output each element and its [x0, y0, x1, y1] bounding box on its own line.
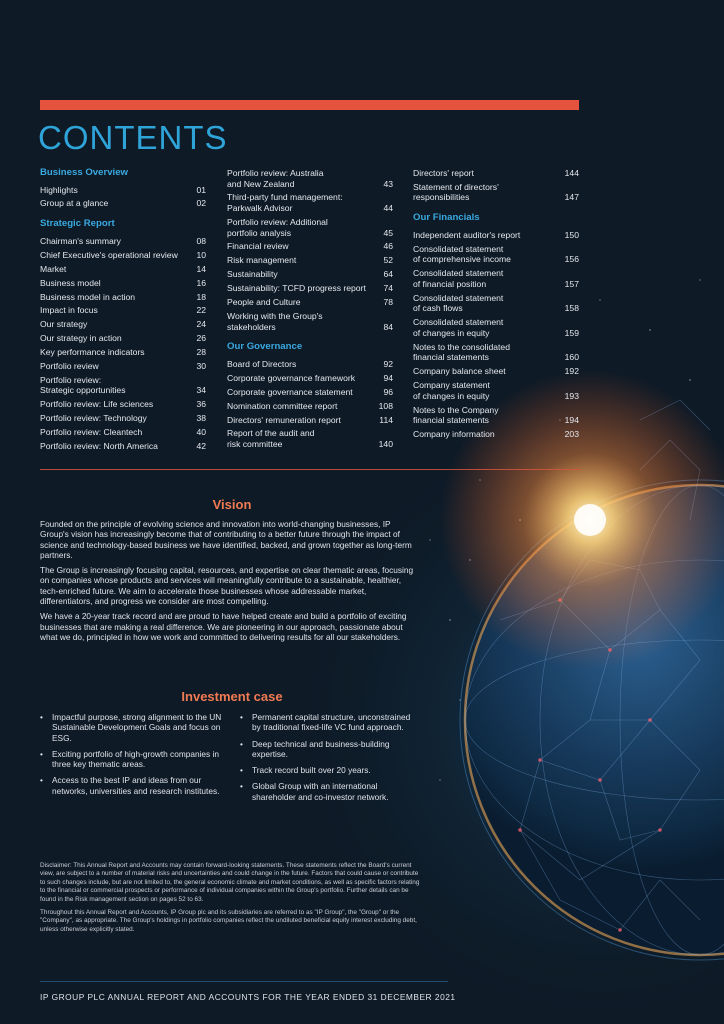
- toc-entry-page: 96: [383, 386, 393, 397]
- toc-entry-label: Financial review: [227, 241, 289, 252]
- toc-section-heading: Business Overview: [40, 167, 128, 178]
- investment-bullet: • Exciting portfolio of high-growth companies in three key thematic areas.: [40, 749, 222, 770]
- toc-entry-page: 147: [564, 192, 579, 203]
- toc-entry-label: Portfolio review: Cleantech: [40, 427, 143, 438]
- toc-column-2: [227, 168, 393, 453]
- toc-entry-page: 08: [196, 235, 206, 246]
- toc-entry-label: Our strategy in action: [40, 333, 122, 344]
- toc-entry-label: Consolidated statement of financial position: [413, 268, 504, 289]
- toc-entry-page: 84: [383, 321, 393, 332]
- toc-entry-label: Group at a glance: [40, 198, 109, 209]
- toc-entry[interactable]: [40, 399, 206, 410]
- toc-entry-label: Portfolio review: Strategic opportunities: [40, 374, 126, 396]
- toc-entry-page: 194: [564, 415, 579, 426]
- investment-case-right: [240, 712, 412, 808]
- toc-entry-label: Notes to the consolidated financial statements: [413, 341, 510, 363]
- toc-entry[interactable]: [40, 236, 206, 247]
- toc-entry-label: Impact in focus: [40, 305, 98, 316]
- toc-entry[interactable]: [413, 168, 579, 179]
- toc-entry-label: Business model in action: [40, 291, 136, 302]
- investment-bullet: • Global Group with an international shareholder and co-investor network.: [240, 781, 412, 802]
- investment-bullet: • Track record built over 20 years.: [240, 765, 412, 775]
- toc-entry-label: Key performance indicators: [40, 347, 145, 358]
- investment-case-heading: Investment case: [181, 689, 283, 704]
- toc-entry[interactable]: [40, 292, 206, 303]
- toc-entry-label: Nomination committee report: [227, 400, 338, 411]
- toc-entry-label: Our strategy: [40, 319, 88, 330]
- toc-entry[interactable]: [413, 366, 579, 377]
- toc-entry-page: 157: [564, 278, 579, 289]
- toc-entry[interactable]: [227, 192, 393, 213]
- investment-bullet: • Permanent capital structure, unconstrained by traditional fixed-life VC fund approach.: [240, 712, 412, 733]
- toc-entry-label: Chief Executive's operational review: [40, 249, 178, 260]
- toc-entry[interactable]: [413, 405, 579, 426]
- toc-entry[interactable]: [40, 375, 206, 396]
- toc-entry[interactable]: [227, 297, 393, 308]
- toc-entry-page: 64: [383, 269, 393, 280]
- toc-entry-label: Corporate governance statement: [227, 386, 353, 397]
- toc-entry-page: 140: [378, 439, 393, 450]
- toc-entry-page: 40: [196, 427, 206, 438]
- toc-entry[interactable]: [40, 198, 206, 209]
- toc-entry-label: Business model: [40, 277, 101, 288]
- toc-entry-label: Independent auditor's report: [413, 229, 521, 240]
- toc-entry-page: 34: [196, 385, 206, 396]
- toc-entry-label: Notes to the Company financial statements: [413, 404, 499, 426]
- disclaimer-paragraph: Disclaimer: This Annual Report and Accounts may contain forward-looking statements. These statements reflect the Board's current view, are subject to a number of material risks and uncertainties and could change in the future. Factors that could cause or contribute to such changes include, but are not limited to, the general economic climate and market conditions, as well as specific factors relating to the financial or commercial prospects or performance of individual companies within the Group's portfolio. Further details can be found in the Risk management section on pages 52 to 63.: [40, 862, 420, 903]
- toc-entry-label: Sustainability: TCFD progress report: [227, 283, 366, 294]
- toc-entry[interactable]: [413, 429, 579, 440]
- toc-entry-label: Consolidated statement of cash flows: [413, 292, 504, 314]
- toc-entry-page: 92: [383, 358, 393, 369]
- vision-paragraph: We have a 20-year track record and are proud to have helped create and build a portfolio of exciting businesses that are making a real difference. We are pioneering in our approach, passionate about what we do, principled in how we work and committed to delivering results for all our stakeholders.: [40, 611, 407, 642]
- toc-entry-label: Corporate governance framework: [227, 372, 356, 383]
- toc-entry[interactable]: [227, 359, 393, 370]
- toc-entry-label: Portfolio review: Australia and New Zealand: [227, 168, 324, 189]
- toc-entry-page: 30: [196, 360, 206, 371]
- toc-entry-label: Working with the Group's stakeholders: [227, 310, 323, 332]
- toc-entry[interactable]: [40, 185, 206, 196]
- investment-bullet: • Impactful purpose, strong alignment to the UN Sustainable Development Goals and focus on ESG.: [40, 712, 222, 743]
- toc-entry-label: Risk management: [227, 255, 297, 266]
- toc-entry[interactable]: [40, 427, 206, 438]
- toc-entry-label: Portfolio review: North America: [40, 441, 158, 452]
- toc-entry-label: Portfolio review: Technology: [40, 413, 147, 424]
- toc-entry-page: 26: [196, 333, 206, 344]
- toc-entry[interactable]: [227, 428, 393, 449]
- toc-entry-page: 114: [379, 414, 393, 425]
- toc-entry-label: People and Culture: [227, 297, 301, 308]
- toc-entry-page: 24: [196, 319, 206, 330]
- toc-entry[interactable]: [227, 311, 393, 332]
- toc-entry[interactable]: [227, 217, 393, 238]
- toc-entry-label: Third-party fund management: Parkwalk Advisor: [227, 192, 343, 214]
- toc-entry[interactable]: [40, 319, 206, 330]
- toc-entry-label: Board of Directors: [227, 358, 297, 369]
- toc-entry-page: 156: [564, 254, 579, 265]
- toc-entry-label: Report of the audit and risk committee: [227, 428, 315, 450]
- toc-entry-label: Company information: [413, 429, 495, 440]
- toc-entry[interactable]: [413, 342, 579, 363]
- investment-case-left: [40, 712, 222, 802]
- toc-entry[interactable]: [413, 380, 579, 401]
- disclaimer-paragraph: Throughout this Annual Report and Accounts, IP Group plc and its subsidiaries are referred to as "IP Group", the "Group" or the "Company", as appropriate. The Group's holdings in portfolio companies reflect the undiluted beneficial equity interest excluding debt, unless otherwise explicitly stated.: [40, 909, 417, 933]
- toc-section-heading: Strategic Report: [40, 218, 115, 230]
- toc-entry-label: Portfolio review: Life sciences: [40, 399, 154, 410]
- toc-entry-label: Company balance sheet: [413, 366, 506, 377]
- toc-entry[interactable]: [40, 347, 206, 358]
- toc-entry-label: Directors' report: [413, 168, 474, 178]
- toc-entry-label: Statement of directors' responsibilities: [413, 181, 499, 203]
- toc-entry[interactable]: [227, 168, 393, 189]
- toc-entry-page: 43: [383, 178, 393, 189]
- top-accent-bar: [40, 100, 579, 110]
- investment-bullet: • Access to the best IP and ideas from our networks, universities and research institutes.: [40, 775, 222, 796]
- toc-entry-page: 36: [196, 399, 206, 410]
- toc-entry[interactable]: [413, 268, 579, 289]
- toc-entry-page: 02: [196, 198, 206, 209]
- toc-entry-page: 150: [564, 229, 579, 240]
- toc-entry-page: 01: [196, 184, 206, 195]
- toc-entry[interactable]: [413, 317, 579, 338]
- investment-bullet: • Deep technical and business-building expertise.: [240, 739, 412, 760]
- toc-entry[interactable]: [227, 387, 393, 398]
- toc-section-heading: Our Governance: [227, 341, 303, 353]
- toc-entry[interactable]: [40, 305, 206, 316]
- toc-entry-page: 46: [383, 241, 393, 252]
- toc-entry[interactable]: [227, 269, 393, 280]
- toc-column-1: [40, 168, 206, 455]
- toc-entry-page: 16: [196, 277, 206, 288]
- toc-entry[interactable]: [40, 264, 206, 275]
- page-title: CONTENTS: [38, 119, 228, 156]
- toc-entry-page: 14: [196, 263, 206, 274]
- toc-entry-label: Highlights: [40, 184, 78, 195]
- toc-entry[interactable]: [40, 250, 206, 261]
- toc-entry-page: 38: [196, 413, 206, 424]
- toc-column-3: [413, 168, 579, 443]
- toc-section-heading: Our Financials: [413, 212, 480, 224]
- toc-entry-label: Company statement of changes in equity: [413, 380, 490, 401]
- toc-entry[interactable]: [227, 283, 393, 294]
- toc-entry-label: Portfolio review: [40, 360, 99, 371]
- toc-entry-page: 108: [378, 400, 393, 411]
- toc-entry[interactable]: [40, 413, 206, 424]
- toc-entry[interactable]: [227, 373, 393, 384]
- toc-entry[interactable]: [413, 293, 579, 314]
- toc-entry-page: 10: [196, 249, 206, 260]
- toc-entry-page: 22: [196, 305, 206, 316]
- disclaimer: [40, 862, 424, 939]
- toc-entry-page: 203: [564, 429, 579, 440]
- toc-entry[interactable]: [40, 441, 206, 452]
- vision-paragraph: Founded on the principle of evolving science and innovation into world-changing businesses, IP Group's vision has increasingly become that of contributing to a better future through the impact of science and technology-based business we have identified, backed, and grown together as long-term partners.: [40, 519, 412, 560]
- toc-entry-page: 44: [383, 203, 393, 214]
- toc-entry-label: Sustainability: [227, 269, 278, 280]
- toc-entry-page: 74: [383, 283, 393, 294]
- vision-paragraph: The Group is increasingly focusing capital, resources, and expertise on clear thematic areas, focusing on companies whose products and services will meaningfully contribute to a sustainable, healthier, tech-enriched future. We aim to accelerate those businesses whose addressable market, differentiators, and progress we consider are most compelling.: [40, 565, 414, 607]
- vision-text: [40, 519, 420, 647]
- toc-entry[interactable]: [40, 333, 206, 344]
- toc-entry[interactable]: [227, 255, 393, 266]
- toc-entry-label: Directors' remuneration report: [227, 414, 341, 425]
- toc-entry-page: 52: [383, 255, 393, 266]
- toc-entry-label: Portfolio review: Additional portfolio analysis: [227, 216, 328, 238]
- toc-entry-label: Consolidated statement of changes in equity: [413, 317, 504, 338]
- vision-heading: Vision: [212, 497, 252, 512]
- toc-entry-page: 78: [383, 297, 393, 308]
- toc-entry-page: 193: [564, 390, 579, 401]
- toc-entry-page: 160: [564, 352, 579, 363]
- toc-entry-page: 28: [196, 347, 206, 358]
- toc-entry-page: 144: [564, 168, 579, 178]
- toc-entry-page: 18: [196, 291, 206, 302]
- toc-entry[interactable]: [413, 244, 579, 265]
- toc-entry-page: 158: [564, 303, 579, 314]
- section-divider: [40, 469, 581, 470]
- toc-entry[interactable]: [413, 182, 579, 203]
- toc-entry-page: 45: [383, 227, 393, 238]
- toc-entry[interactable]: [40, 361, 206, 372]
- toc-entry[interactable]: [227, 415, 393, 426]
- footer-rule: [40, 981, 448, 982]
- toc-entry-page: 159: [564, 327, 579, 338]
- toc-entry[interactable]: [413, 230, 579, 241]
- toc-entry[interactable]: [40, 278, 206, 289]
- toc-entry-label: Consolidated statement of comprehensive income: [413, 243, 511, 265]
- toc-entry-page: 42: [196, 441, 206, 452]
- toc-entry-page: 94: [383, 372, 393, 383]
- toc-entry-label: Market: [40, 263, 67, 274]
- toc-entry[interactable]: [227, 401, 393, 412]
- footer-text: IP GROUP PLC ANNUAL REPORT AND ACCOUNTS FOR THE YEAR ENDED 31 DECEMBER 2021: [40, 992, 456, 1002]
- toc-entry-page: 192: [564, 366, 579, 377]
- toc-entry-label: Chairman's summary: [40, 235, 121, 246]
- toc-entry[interactable]: [227, 241, 393, 252]
